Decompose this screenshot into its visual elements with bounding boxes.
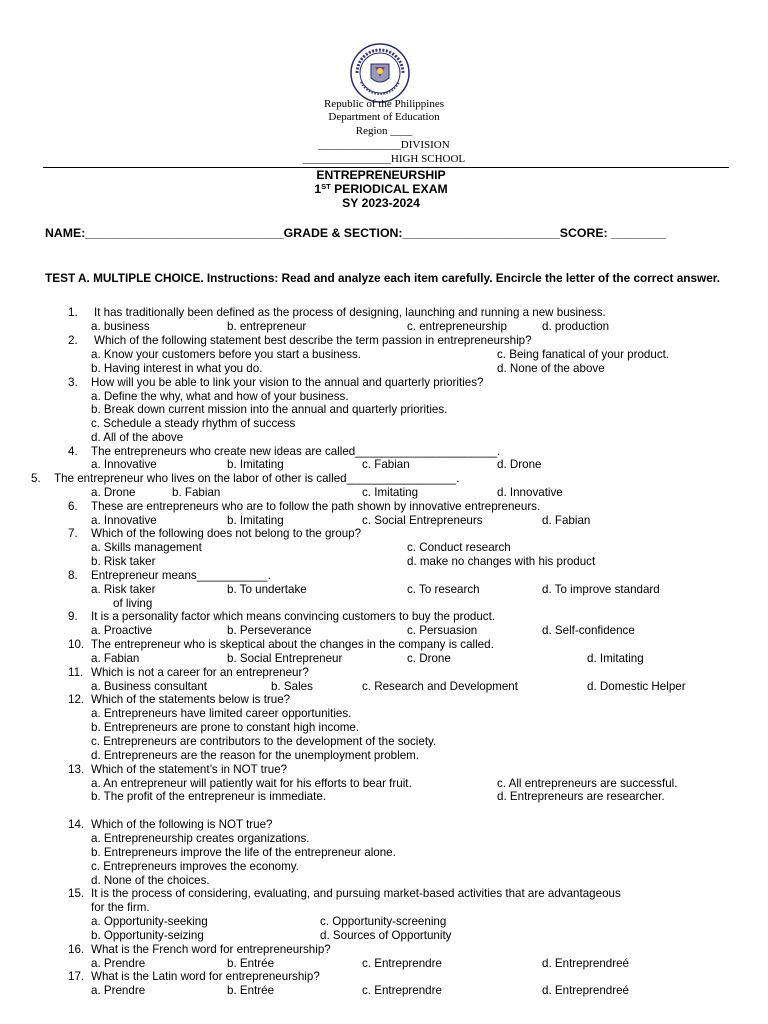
republic-line: Republic of the Philippines [323, 98, 445, 110]
test-instructions: TEST A. MULTIPLE CHOICE. Instructions: Read and analyze each item carefully. Encircle the letter of the correct answer. [45, 271, 720, 285]
deped-seal-icon [349, 42, 411, 104]
school-year: SY 2023-2024 [342, 196, 420, 210]
name-grade-score-line: NAME:_____________________________GRADE & SECTION:_______________________SCORE: ________ [45, 226, 666, 240]
division-line: _______________DIVISION [318, 139, 450, 151]
department-line: Department of Education [328, 111, 440, 123]
region-line: Region ____ [355, 125, 413, 137]
school-line: ________________HIGH SCHOOL [302, 153, 466, 165]
exam-page: Republic of the Philippines Department of Education Region ____ _______________DIVISION ________________HIGH SCHOOL ENTREPRENEURSHIP 1ST PERIODICAL EXAM SY 2023-2024 NAME:_____________________________GRADE & SECTION:_______________________SCORE: ________ TEST A. MULTIPLE CHOICE. Instructions: Read and analyze each item carefully. Encircle the letter of the correct answer. 1. It has traditionally been defined as the process of designing, launching and running a new business. a. business b. entrepreneur c. entrepreneurship d. production 2. Which of the following statement best describe the term passion in entrepreneurship? a. Know your customers before you start a business. c. Being fanatical of your product. b. Having interest in what you do. d. None of the above 3. How will you be able to link your vision to the annual and quarterly priorities? a. Define the why, what and how of your business. b. Break down current mission into the annual and quarterly priorities. c. Schedule a steady rhythm of success d. All of the above 4. The entrepreneurs who create new ideas are called______________________. a. Innovative b. Imitating c. Fabian d. Drone 5. The entrepreneur who lives on the labor of other is called_________________. a. Drone b. Fabian c. Imitating d. Innovative 6. These are entrepreneurs who are to follow the path shown by innovative entrepreneurs. a. Innovative b. Imitating c. Social Entrepreneurs d. Fabian 7. Which of the following does not belong to the group? a. Skills management c. Conduct research b. Risk taker d. make no changes with his product 8. Entrepreneur means___________. a. Risk taker b. To undertake c. To research d. To improve standard of living 9. It is a personality factor which means convincing customers to buy the product. a. Proactive b. Perseverance c. Persuasion d. Self-confidence 10. The entrepreneur who is skeptical about the changes in the company is called. a. Fabian b. Social Entrepreneur c. Drone d. Imitating 11. Which is not a career for an entrepreneur? a. Business consultant b. Sales c. Research and Development d. Domestic Helper 12. Which of the statements below is true? a. Entrepreneurs have limited career opportunities. b. Entrepreneurs are prone to constant high income. c. Entrepreneurs are contributors to the development of the society. d. Entrepreneurs are the reason for the unemployment problem. 13. Which of the statement’s in NOT true? a. An entrepreneur will patiently wait for his efforts to bear fruit. c. All entrepreneurs are successful. b. The profit of the entrepreneur is immediate. d. Entrepreneurs are researcher. 14. Which of the following is NOT true? a. Entrepreneurship creates organizations. b. Entrepreneurs improve the life of the entrepreneur alone. c. Entrepreneurs improves the economy. d. None of the choices. 15. It is the process of considering, evaluating, and pursuing market-based activities that are advantageous for the firm. a. Opportunity-seeking c. Opportunity-screening b. Opportunity-seizing d. Sources of Opportunity 16. What is the French word for entrepreneurship? a. Prendre b. Entrée c. Entreprendre d. Entreprendreé 17. What is the Latin word for entrepreneurship? a. Prendre b. Entrée c. Entreprendre d. Entreprendreé [0, 0, 768, 1024]
exam-title: 1ST PERIODICAL EXAM [314, 182, 448, 196]
subject-title: ENTREPRENEURSHIP [316, 168, 446, 182]
